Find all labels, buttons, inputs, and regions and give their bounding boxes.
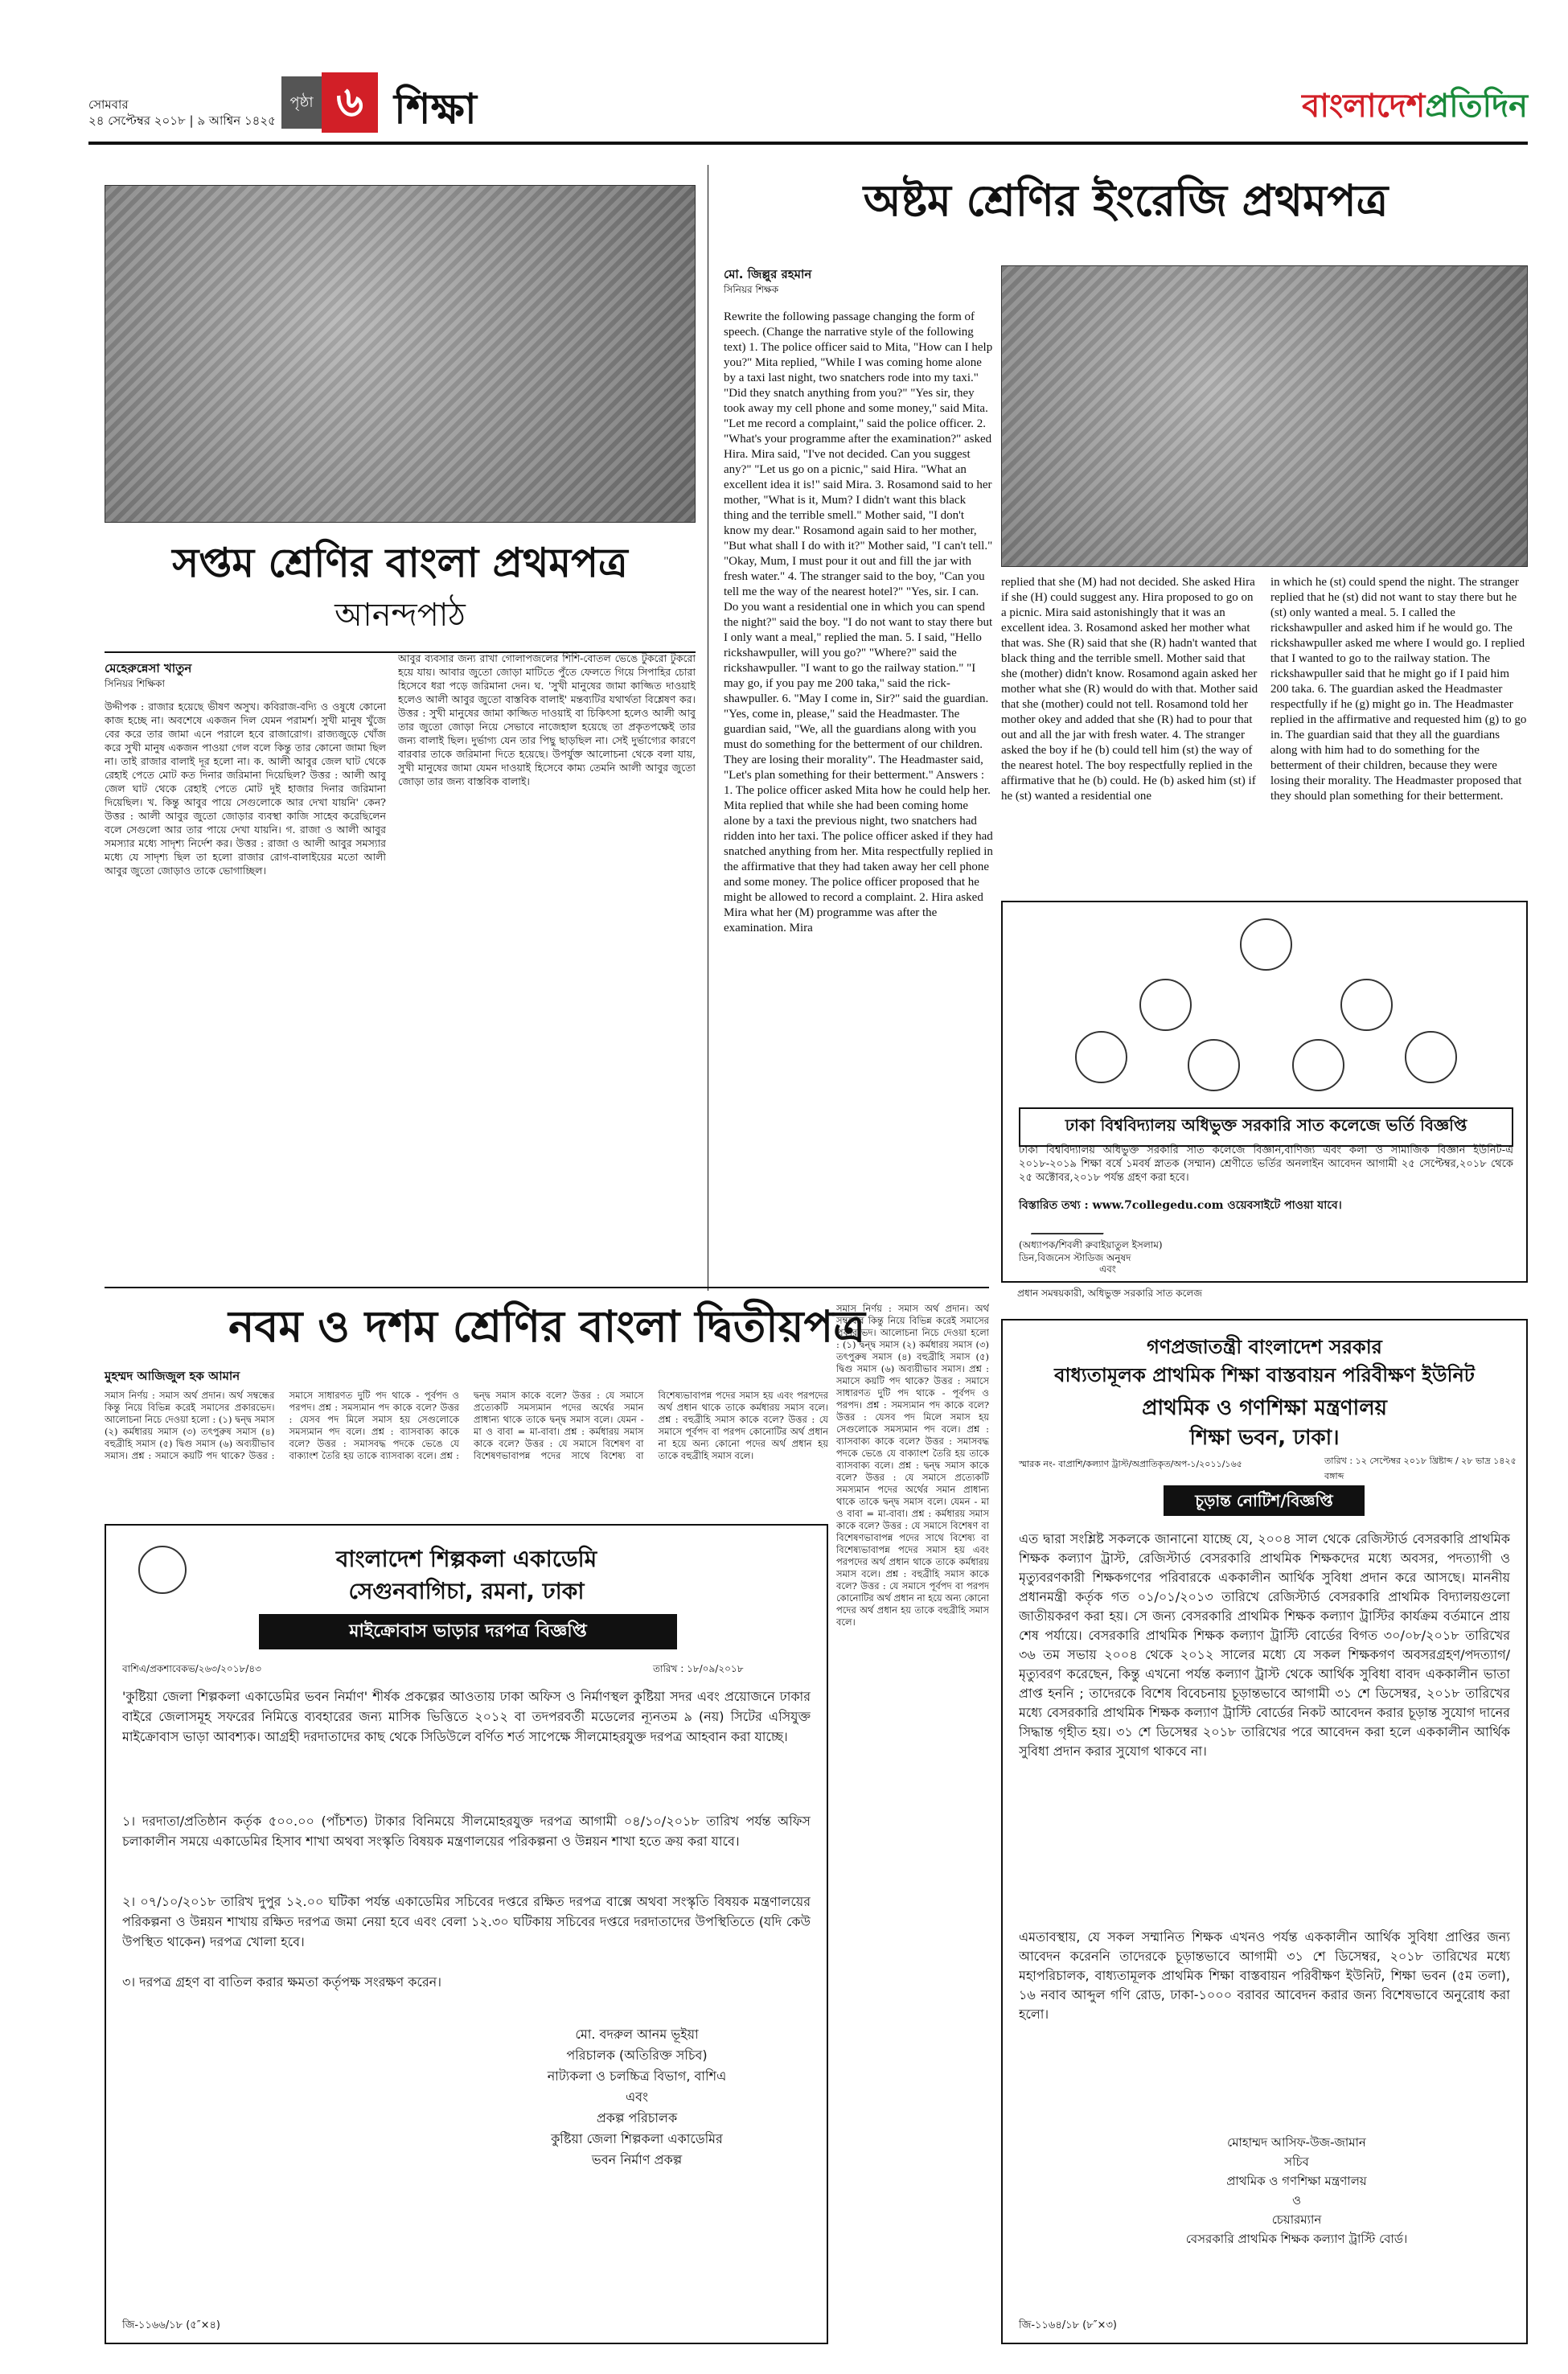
govt-notice-ad: [1001, 1319, 1528, 2344]
exam-photo-left: [105, 185, 696, 523]
academy-memo-date: তারিখ : ১৮/০৯/২০১৮: [653, 1663, 744, 1674]
admission-ad: [1001, 901, 1528, 1283]
govt-line2: বাধ্যতামূলক প্রাথমিক শিক্ষা বাস্তবায়ন পরিবীক্ষণ ইউনিট: [1054, 1364, 1475, 1386]
admission-and: এবং: [1099, 1263, 1116, 1275]
seal-icon: [1292, 1039, 1344, 1091]
day: সোমবার: [88, 97, 129, 112]
academy-item2: ২। ০৭/১০/২০১৮ তারিখ দুপুর ১২.০০ ঘটিকা পর্যন্ত একাডেমির সচিবের দপ্তরে রক্ষিত দরপত্র বাক্সে অথবা সংস্কৃতি বিষয়ক মন্ত্রণালয়ের পরিকল্পনা ও উন্নয়ন শাখায় রক্ষিত দরপত্র জমা নেয়া হবে এবং বেলা ১২.৩০ ঘটিকায় সচিবের দপ্তরে দরদাতাদের উপস্থিতিতে (যদি কেউ উপস্থিত থাকেন) দরপত্র খোলা হবে।: [122, 1894, 811, 1949]
govt-code: জি-১১৬৪/১৮ (৮″×৩): [1019, 2319, 1117, 2331]
english-col1: Rewrite the following passage changing the form of speech. (Change the narrative style of the following text) 1. The police officer said to Mita, "How can I help you?" Mita replied, "While I was coming home alone by a taxi last night, two snatchers rode into my taxi." "Did they snatch anything from you?" "Yes sir, they took away my cell phone and some money," said Mita. "Let me record a complaint," said the police officer. 2. "What's your programme after the examination?" asked Hira. Mira said, "I've not decided. Can you suggest any?" "Let us go on a picnic," said Hira. "What an excellent idea it is!" said Mira. 3. Rosamond said to her mother, "What is it, Mum? I didn't want this black thing and the terrible smell." Mother said, "I don't know my dear." Rosamond again said to her mother, "But what shall I do with it?" Mother said, "I can't tell." "Okay, Mum, I must pour it out and fill the jar with fresh water." 4. The stranger said to the boy, "Can you tell me the way of the nearest hotel?" "Yes, sir. I can. Do you want a residential one in which you can spend the night?" said the boy. "I do not want to stay there but I only want a meal," replied the man. 5. I said, "Hello rickshawpuller, will you go?" "Where?" said the rickshawpuller. "I want to go the railway station." "I may go, if you pay me 200 taka," said the rick-shawpuller. 6. "May I come in, Sir?" said the guardian. "Yes, come in, please," said the Headmaster. The guardian said, "We, all the guardians along with you must do something for the betterment of our children. They are losing their morality". The Headmaster said, "Let's plan something for their betterment." Answers : 1. The police officer asked Mita how he could help her. Mita replied that while she had been coming home alone by a taxi the previous night, two snatchers had ridden into her taxi. The police officer asked if they had snatched anything from her. Mita respectfully replied in the affirmative that they had taken away her cell phone and some money. The police officer proposed that he might be allowed to record a complaint. 2. Hira asked Mira what her (M) programme was after the examination. Mira: [724, 310, 993, 934]
academy-signer-l6: কুষ্টিয়া জেলা শিল্পকলা একাডেমির: [551, 2131, 723, 2146]
academy-line2: সেগুনবাগিচা, রমনা, ঢাকা: [348, 1578, 585, 1604]
signature-icon: [1031, 1212, 1111, 1234]
academy-item3: ৩। দরপত্র গ্রহণ বা বাতিল করার ক্ষমতা কর্তৃপক্ষ সংরক্ষণ করেন।: [122, 1974, 441, 1990]
govt-bar: চূড়ান্ত নোটিশ/বিজ্ঞপ্তি: [1164, 1485, 1365, 1516]
academy-bar: মাইক্রোবাস ভাড়ার দরপত্র বিজ্ঞপ্তি: [259, 1614, 677, 1649]
admission-title: ঢাকা বিশ্ববিদ্যালয় অধিভুক্ত সরকারি সাত কলেজে ভর্তি বিজ্ঞপ্তি: [1019, 1107, 1513, 1147]
govt-signer-l5: চেয়ারম্যান: [1271, 2212, 1322, 2227]
govt-signer-l4: ও: [1291, 2193, 1302, 2208]
seal-icon: [1405, 1031, 1457, 1083]
govt-para1: এত দ্বারা সংশ্লিষ্ট সকলকে জানানো যাচ্ছে যে, ২০০৪ সাল থেকে রেজিস্টার্ড বেসরকারি প্রাথমিক শিক্ষক কল্যাণ ট্রাস্ট, রেজিস্টার্ড বেসরকারি প্রাথমিক শিক্ষকদের মধ্যে অবসর, পদত্যাগী ও মৃত্যুবরণকারী শিক্ষকগণের পরিবারকে এককালীন আর্থিক সুবিধা প্রদান করে আসছে। মাননীয় প্রধানমন্ত্রী কর্তৃক গত ০১/০১/২০১৩ তারিখে রেজিস্টার্ড বেসরকারি প্রাথমিক বিদ্যালয়গুলো জাতীয়করণ করা হয়। সে জন্য বেসরকারি প্রাথমিক শিক্ষক কল্যাণ ট্রাস্টির কার্যক্রম বর্তমানে প্রায় শেষ পর্যায়ে। বেসরকারি প্রাথমিক শিক্ষক কল্যাণ ট্রাস্টি বোর্ডের বিগত ৩০/০৮/২০১৮ তারিখের ৩৬ তম সভায় ২০০৪ থেকে ২০১২ সালের মধ্যে যে সকল শিক্ষকগণ অবসরগ্রহণ/পদত্যাগ/মৃত্যুবরণ করেছেন, কিন্তু এখনো পর্যন্ত কল্যাণ ট্রাস্ট থেকে আর্থিক সুবিধা বাবদ এককালীন ভাতা প্রাপ্ত হননি ; তাদেরকে বিশেষ বিবেচনায় চূড়ান্তভাবে আগামী ৩১ শে ডিসেম্বর, ২০১৮ তারিখের মধ্যে বেসরকারি প্রাথমিক শিক্ষক কল্যাণ ট্রাস্টি বোর্ডের নিকট আবেদন করার চূড়ান্ত সুযোগ দানের সিদ্ধান্ত গৃহীত হয়। ৩১ শে ডিসেম্বর ২০১৮ তারিখের পরে আবেদন করা হলে এককালীন আর্থিক সুবিধা প্রদান করার সুযোগ থাকবে না।: [1019, 1531, 1510, 1759]
bangla7-col2: আবুর ব্যবসার জন্য রাখা গোলাপজলের শিশি-বোতল ভেঙে টুকরো টুকরো হয়ে যায়। আবার জুতো জোড়া মাটিতে পুঁতে ফেলতে গিয়ে সিপাহির চোরা হিসেবে ধরা পড়ে জরিমানা দেন। ঘ. 'সুখী মানুষের জামা কাজ্জিত দাওয়াই হলেও আলী আবুর জুতো বাস্তবিক বালাই' মন্তব্যটির যথার্থতা বিশ্লেষণ কর। উত্তর : সুখী মানুষের জামা কাজ্জিত দাওয়াই বা চিকিৎসা হলেও আলী আবু তার জুতো জোড়া নিয়ে সেভাবে নাজেহাল হয়েছে তা প্রকৃতপক্ষেই তার জন্য বালাই ছিল। দুর্ভাগ্য যেন তার পিছু ছাড়ছিল না। সেই দুর্ভাগ্যের কারণে বারবার তাকে জরিমানা দিতে হয়েছে। উপর্যুক্ত আলোচনা থেকে বলা যায়, সুখী মানুষের জামা যেমন দাওয়াই হিসেবে কাম্য তেমনি আলী আবুর জুতো জোড়া তার জন্য বাস্তবিক বালাই।: [398, 652, 696, 787]
seal-icon: [1188, 1039, 1240, 1091]
seal-icon: [1240, 918, 1292, 971]
academy-signer: [468, 2024, 806, 2171]
bangla7-col1: উদ্দীপক : রাজার হয়েছে ভীষণ অসুখ। কবিরাজ-বদ্যি ও ওষুধে কোনো কাজ হচ্ছে না। অবশেষে একজন দিল যেমন পরামর্শ। সুখী মানুষ খুঁজে বের করে তার জামা এনে পরালে হবে রাজারোগ। রাজ্যজুড়ে খোঁজ করে সুখী মানুষ একজন পাওয়া গেল বলে কিন্তু তার কোনো জামা ছিল না। তাই রাজার বালাই দূর হলো না। ক. আলী আবুর জেল ঘাট থেকে রেহাই পেতে মোট কত দিনার জরিমানা দিয়েছিল? উত্তর : আলী আবু জেল ঘাট থেকে রেহাই পেতে মোট দুই হাজার দিনার জরিমানা দিয়েছিল। খ. কিন্তু আবুর পায়ে সেগুলোকে আর দেখা যায়নি' কেন? উত্তর : আলী আবুর জুতো জোড়ার ব্যবস্থা কাজি সাহেব করেছিলেন বলে সেগুলো আর তার পায়ে দেখা যায়নি। গ. রাজা ও আলী আবুর সমস্যার মধ্যে সাদৃশ্য নির্দেশ কর। উত্তর : রাজা ও আলী আবুর সমস্যার মধ্যে যে সাদৃশ্য ছিল তা হলো রাজার রোগ-বালাইয়ের মতো আলী আবুর জুতো জোড়াও তাকে ভোগাচ্ছিল।: [105, 700, 386, 877]
seal-icon: [1340, 979, 1393, 1031]
bangla7-headline: সপ্তম শ্রেণির বাংলা প্রথমপত্র: [172, 540, 628, 586]
bangla7-author: মেহেরুন্নেসা খাতুন: [105, 661, 192, 676]
brand-a: বাংলাদেশ: [1302, 88, 1426, 125]
bangla9-author: মুহম্মদ আজিজুল হক আমান: [105, 1369, 240, 1383]
section-rule: [105, 1287, 989, 1288]
bangla9-text-right: সমাস নির্ণয় : সমাস অর্থ প্রদান। অর্থ সম্বন্ধের কিন্তু নিয়ে বিভিন্ন করেই সমাসের প্রকারভেদ। আলোচনা নিচে দেওয়া হলো : (১) দ্বন্দ্ব সমাস (২) কর্মধারয় সমাস (৩) তৎপুরুষ সমাস (৪) বহুব্রীহি সমাস (৫) দ্বিগু সমাস (৬) অব্যয়ীভাব সমাস। প্রশ্ন : সমাসে কয়টি পদ থাকে? উত্তর : সমাসে সাধারণত দুটি পদ থাকে - পূর্বপদ ও পরপদ। প্রশ্ন : সমস্যমান পদ কাকে বলে? উত্তর : যেসব পদ মিলে সমাস হয় সেগুলোকে সমস্যমান পদ বলে। প্রশ্ন : ব্যাসবাক্য কাকে বলে? উত্তর : সমাসবদ্ধ পদকে ভেঙে যে বাক্যাংশ তৈরি হয় তাকে ব্যাসবাক্য বলে। প্রশ্ন : দ্বন্দ্ব সমাস কাকে বলে? উত্তর : যে সমাসে প্রত্যেকটি সমস্যমান পদের অর্থের সমান প্রাধান্য থাকে তাকে দ্বন্দ্ব সমাস বলে। যেমন - মা ও বাবা = মা-বাবা। প্রশ্ন : কর্মধারয় সমাস কাকে বলে? উত্তর : যে সমাসে বিশেষণ বা বিশেষণভাবাপন্ন পদের সাথে বিশেষ্য বা বিশেষ্যভাবাপন্ন পদের সমাস হয় এবং পরপদের অর্থ প্রধান থাকে তাকে কর্মধারয় সমাস বলে। প্রশ্ন : বহুব্রীহি সমাস কাকে বলে? উত্তর : যে সমাসে পূর্বপদ বা পরপদ কোনোটির অর্থ প্রধান না হয়ে অন্য কোনো পদের অর্থ প্রধান হয় তাকে বহুব্রীহি সমাস বলে।: [836, 1303, 989, 1628]
english-col2: replied that she (M) had not decided. She asked Hira if she (H) could suggest any. Hira proposed to go on a picnic. Mira said astonishingly that it was an excellent idea. 3. Rosamond asked her mother what that was. She (R) said that she (R) hadn't wanted that black thing and the terrible smell. Mother said that she (mother) didn't know. Rosamond again asked her mother what she (R) would do with that. Mother said that she (mother) could not tell. Rosamond told her mother okey and added that she (R) had to pour that out and all the jar with fresh water. 4. The stranger asked the boy if he (b) could tell him (st) the way of the nearest hotel. The boy respectfully replied in the affirmative that he (b) could. He (b) asked him (st) if he (st) wanted a residential one: [1001, 576, 1258, 803]
academy-memo: বাশিএ/প্রকশাবেকভ/২৬৩/২০১৮/৪৩: [122, 1663, 261, 1674]
govt-signer-name: মোহাম্মদ আসিফ-উজ-জামান: [1227, 2135, 1366, 2150]
dateline: [88, 97, 276, 129]
academy-signer-l7: ভবন নির্মাণ প্রকল্প: [591, 2152, 683, 2167]
brand-logo: [1302, 80, 1528, 134]
academy-signer-l5: প্রকল্প পরিচালক: [596, 2110, 678, 2126]
english-col3: in which he (st) could spend the night. The stranger replied that he (st) did not want to stay there but he (st) only wanted a meal. 5. I called the rickshawpuller and asked him if he would go. The rickshawpuller asked me where I would go. I replied that I wanted to go to the railway station. The rickshawpuller said that he might go if I paid him 200 taka. 6. The guardian asked the Headmaster respectfully if he (g) might go in. The Headmaster replied in the affirmative and requested him (g) to go in. The guardian said that they all the guardians along with him had to do something for the betterment of their children, because they were losing their morality. The Headmaster proposed that they should plan something for their betterment.: [1270, 576, 1527, 803]
bangla7-subhead: আনন্দপাঠ: [335, 597, 466, 634]
govt-line4: শিক্ষা ভবন, ঢাকা।: [1189, 1426, 1340, 1450]
english-author: মো. জিল্লুর রহমান: [724, 267, 812, 281]
govt-signer-l3: প্রাথমিক ও গণশিক্ষা মন্ত্রণালয়: [1226, 2174, 1367, 2188]
govt-signer-l6: বেসরকারি প্রাথমিক শিক্ষক কল্যাণ ট্রাস্টি বোর্ড।: [1185, 2232, 1408, 2246]
section-title: শিক্ষা: [394, 85, 477, 133]
academy-code: জি-১১৬৬/১৮ (৫″×৪): [122, 2319, 220, 2331]
academy-signer-l4: এবং: [626, 2089, 648, 2105]
admission-signer-role: ডিন,বিজনেস স্টাডিজ অনুষদ: [1019, 1252, 1131, 1263]
govt-memo: স্মারক নং- বাপ্রাশি/কল্যাণ ট্রাস্ট/অপ্রাতিকৃত/অপ-১/২০১১/১৬৫: [1019, 1459, 1242, 1469]
bangla9-text: সমাস নির্ণয় : সমাস অর্থ প্রদান। অর্থ সম্বন্ধের কিন্তু নিয়ে বিভিন্ন করেই সমাসের প্রকারভেদ। আলোচনা নিচে দেওয়া হলো : (১) দ্বন্দ্ব সমাস (২) কর্মধারয় সমাস (৩) তৎপুরুষ সমাস (৪) বহুব্রীহি সমাস (৫) দ্বিগু সমাস (৬) অব্যয়ীভাব সমাস। প্রশ্ন : সমাসে কয়টি পদ থাকে? উত্তর : সমাসে সাধারণত দুটি পদ থাকে - পূর্বপদ ও পরপদ। প্রশ্ন : সমস্যমান পদ কাকে বলে? উত্তর : যেসব পদ মিলে সমাস হয় সেগুলোকে সমস্যমান পদ বলে। প্রশ্ন : ব্যাসবাক্য কাকে বলে? উত্তর : সমাসবদ্ধ পদকে ভেঙে যে বাক্যাংশ তৈরি হয় তাকে ব্যাসবাক্য বলে। প্রশ্ন : দ্বন্দ্ব সমাস কাকে বলে? উত্তর : যে সমাসে প্রত্যেকটি সমস্যমান পদের অর্থের সমান প্রাধান্য থাকে তাকে দ্বন্দ্ব সমাস বলে। যেমন - মা ও বাবা = মা-বাবা। প্রশ্ন : কর্মধারয় সমাস কাকে বলে? উত্তর : যে সমাসে বিশেষণ বা বিশেষণভাবাপন্ন পদের সাথে বিশেষ্য বা বিশেষ্যভাবাপন্ন পদের সমাস হয় এবং পরপদের অর্থ প্রধান থাকে তাকে কর্মধারয় সমাস বলে। প্রশ্ন : বহুব্রীহি সমাস কাকে বলে? উত্তর : যে সমাসে পূর্বপদ বা পরপদ কোনোটির অর্থ প্রধান না হয়ে অন্য কোনো পদের অর্থ প্রধান হয় তাকে বহুব্রীহি সমাস বলে।: [105, 1390, 828, 1461]
date: ২৪ সেপ্টেম্বর ২০১৮ | ৯ আশ্বিন ১৪২৫: [88, 113, 276, 128]
page-number: ৬: [322, 72, 378, 133]
seal-icon: [1075, 1031, 1127, 1083]
academy-signer-l2: পরিচালক (অতিরিক্ত সচিব): [566, 2047, 708, 2063]
govt-signer-l2: সচিব: [1284, 2154, 1309, 2169]
govt-signer: [1083, 2133, 1510, 2249]
admission-signer: (অধ্যাপক/শিবলী রুবাইয়াতুল ইসলাম): [1019, 1239, 1163, 1251]
bangla9-headline: নবম ও দশম শ্রেণির বাংলা দ্বিতীয়পত্র: [228, 1301, 865, 1352]
english-headline: অষ্টম শ্রেণির ইংরেজি প্রথমপত্র: [863, 175, 1389, 226]
govt-line1: গণপ্রজাতন্ত্রী বাংলাদেশ সরকার: [1147, 1336, 1382, 1358]
academy-ad: [105, 1524, 828, 2344]
academy-signer-name: মো. বদরুল আনম ভূইয়া: [575, 2027, 699, 2042]
page-header: [88, 56, 1528, 145]
academy-para: 'কুষ্টিয়া জেলা শিল্পকলা একাডেমির ভবন নির্মাণ' শীর্ষক প্রকল্পের আওতায় ঢাকা অফিস ও নির্মাণস্থল কুষ্টিয়া সদর এবং প্রয়োজনে ঢাকার বাইরে জেলাসমূহ সফরের নিমিত্তে ব্যবহারের জন্য মাসিক ভিত্তিতে ২০১২ বা তদপরবর্তী মডেলের ন্যূনতম ৯ (নয়) সিটের এসিযুক্ত মাইক্রোবাস ভাড়া আবশ্যক। আগ্রহী দরদাতাদের কাছ থেকে সিডিউলে বর্ণিত শর্ত সাপেক্ষে সীলমোহরযুক্ত দরপত্র আহবান করা যাচ্ছে।: [122, 1689, 811, 1744]
bangla7-author-role: সিনিয়র শিক্ষিকা: [105, 678, 166, 689]
english-author-role: সিনিয়র শিক্ষক: [724, 284, 779, 295]
admission-body: ঢাকা বিশ্ববিদ্যালয় অধিভুক্ত সরকারি সাত কলেজে বিজ্ঞান,বাণিজ্য এবং কলা ও সামাজিক বিজ্ঞান ইউনিট-এ ২০১৮-২০১৯ শিক্ষা বর্ষে ১মবর্ষ স্নাতক (সম্মান) শ্রেণীতে ভর্তির অনলাইন আবেদন আগামী ২৫ সেপ্টেম্বর,২০১৮ থেকে ২৫ অক্টোবর,২০১৮ পর্যন্ত গ্রহণ করা হবে।: [1019, 1144, 1513, 1184]
academy-item1: ১। দরদাতা/প্রতিষ্ঠান কর্তৃক ৫০০.০০ (পাঁচশত) টাকার বিনিময়ে সীলমোহরযুক্ত দরপত্র আগামী ০৪/১০/২০১৮ তারিখ পর্যন্ত অফিস চলাকালীন সময়ে একাডেমির হিসাব শাখা অথবা সংস্কৃতি বিষয়ক মন্ত্রণালয়ের পরিকল্পনা ও উন্নয়ন শাখা হতে ক্রয় করা যাবে।: [122, 1813, 811, 1849]
academy-signer-l3: নাট্যকলা ও চলচ্চিত্র বিভাগ, বাশিএ: [547, 2068, 727, 2084]
govt-para2: এমতাবস্থায়, যে সকল সম্মানিত শিক্ষক এখনও পর্যন্ত এককালীন আর্থিক সুবিধা প্রাপ্তির জন্য আবেদন করেননি তাদেরকে চূড়ান্তভাবে আগামী ৩১ শে ডিসেম্বর, ২০১৮ তারিখের মধ্যে মহাপরিচালক, বাধ্যতামূলক প্রাথমিক শিক্ষা বাস্তবায়ন পরিবীক্ষণ ইউনিট, শিক্ষা ভবন (৫ম তলা), ১৬ নবাব আব্দুল গণি রোড, ঢাকা-১০০০ বরাবর আবেদন করার জন্য বিশেষভাবে অনুরোধ করা হলো।: [1019, 1929, 1510, 2022]
seal-icon: [1139, 979, 1192, 1031]
govt-memo-date: তারিখ : ১২ সেপ্টেম্বর ২০১৮ খ্রিষ্টাব্দ / ২৮ ভাদ্র ১৪২৫ বঙ্গাব্দ: [1324, 1456, 1517, 1481]
page-word: পৃষ্ঠা: [281, 76, 322, 129]
govt-line3: প্রাথমিক ও গণশিক্ষা মন্ত্রণালয়: [1142, 1396, 1387, 1420]
academy-line1: বাংলাদেশ শিল্পকলা একাডেমি: [335, 1546, 597, 1572]
brand-b: প্রতিদিন: [1425, 88, 1528, 125]
admission-signer-role2: প্রধান সমন্বয়কারী, অধিভুক্ত সরকারি সাত কলেজ: [1017, 1288, 1203, 1299]
admission-info: বিস্তারিত তথ্য : www.7collegedu.com ওয়েবসাইটে পাওয়া যাবে।: [1019, 1199, 1342, 1212]
exam-photo-right: [1001, 265, 1528, 567]
